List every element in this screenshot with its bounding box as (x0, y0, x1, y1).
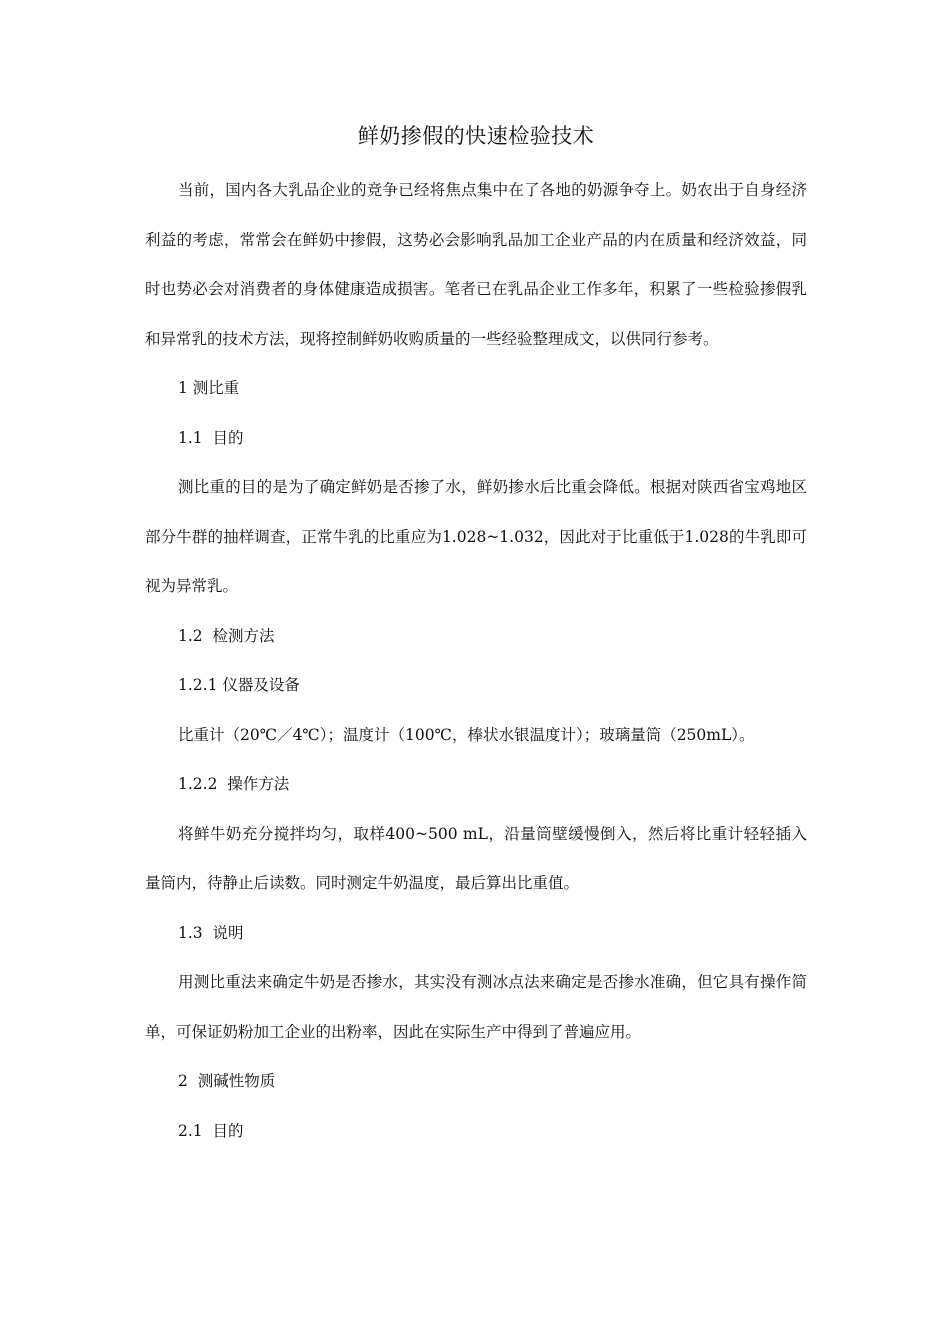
section-1-3-heading: 1.3 说明 (178, 923, 244, 942)
section-1-heading: 1 测比重 (178, 379, 240, 397)
document-page (145, 118, 807, 1156)
document-title: 鲜奶掺假的快速检验技术 (357, 124, 595, 148)
section-1-2-heading: 1.2 检测方法 (178, 626, 275, 645)
section-1-2-1-heading: 1.2.1 仪器及设备 (178, 676, 300, 694)
section-1-3-paragraph: 用测比重法来确定牛奶是否掺水，其实没有测冰点法来确定是否掺水准确，但它具有操作简单，可保证奶粉加工企业的出粉率，因此在实际生产中得到了普遍应用。 (145, 973, 807, 1041)
section-1-2-2-heading: 1.2.2 操作方法 (178, 775, 290, 793)
section-1-1-heading: 1.1 目的 (178, 428, 244, 447)
section-2-heading: 2 测碱性物质 (178, 1072, 276, 1090)
equipment-line: 比重计（20℃／4℃）；温度计（100℃，棒状水银温度计）；玻璃量筒（250mL）。 (178, 725, 755, 744)
section-1-1-paragraph: 测比重的目的是为了确定鲜奶是否掺了水，鲜奶掺水后比重会降低。根据对陕西省宝鸡地区部分牛群的抽样调查，正常牛乳的比重应为1.028~1.032，因此对于比重低于1.028的牛乳即可视为异常乳。 (145, 478, 807, 595)
intro-paragraph: 当前，国内各大乳品企业的竞争已经将焦点集中在了各地的奶源争夺上。奶农出于自身经济利益的考虑，常常会在鲜奶中掺假，这势必会影响乳品加工企业产品的内在质量和经济效益，同时也势必会对消费者的身体健康造成损害。笔者已在乳品企业工作多年，积累了一些检验掺假乳和异常乳的技术方法，现将控制鲜奶收购质量的一些经验整理成文，以供同行参考。 (145, 181, 807, 348)
section-1-2-2-paragraph: 将鲜牛奶充分搅拌均匀，取样400~500 mL，沿量筒壁缓慢倒入，然后将比重计轻轻插入量筒内，待静止后读数。同时测定牛奶温度，最后算出比重值。 (145, 824, 807, 892)
section-2-1-heading: 2.1 目的 (178, 1121, 244, 1140)
